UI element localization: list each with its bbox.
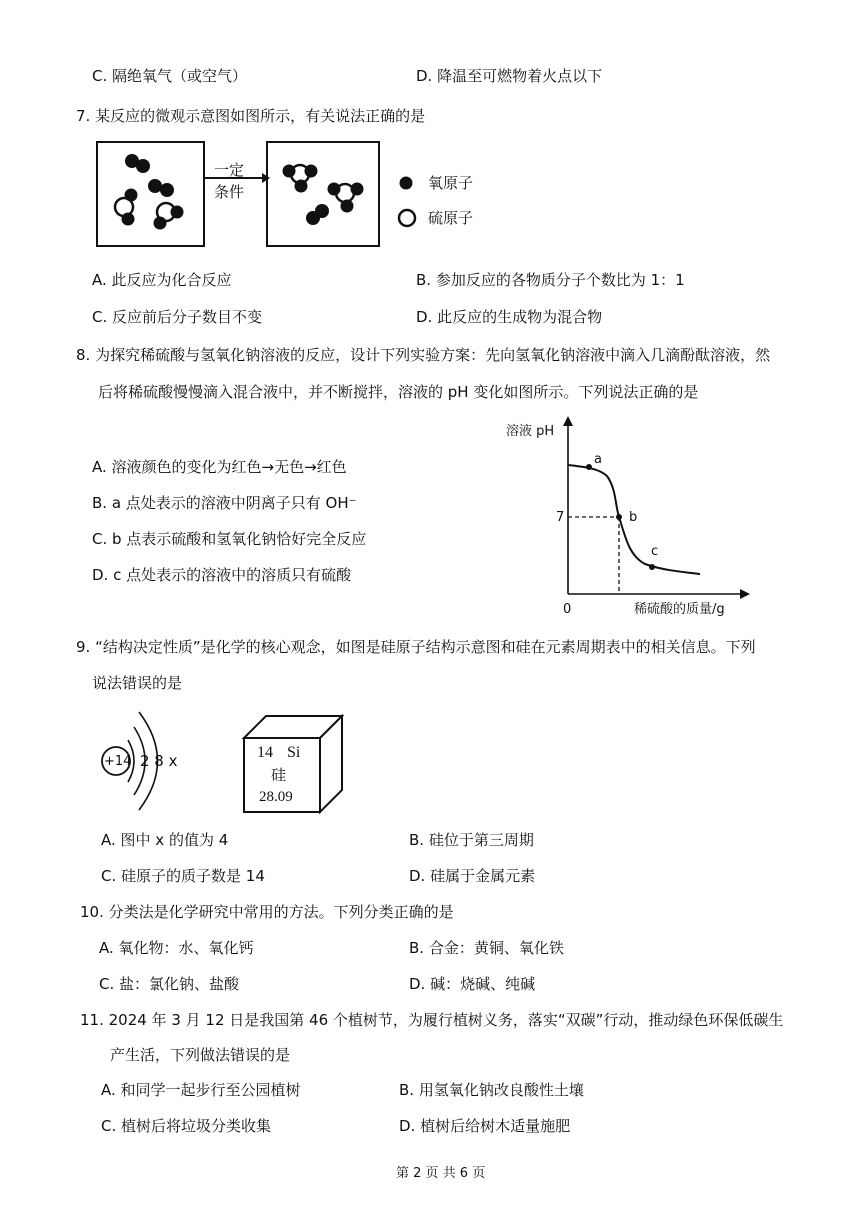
q11-stem-line1: 11. 2024 年 3 月 12 日是我国第 46 个植树节，为履行植树义务，落实“双碳”行动，推动绿色环保低碳生 xyxy=(80,1011,784,1029)
q8-option-c: C. b 点表示硫酸和氢氧化钠恰好完全反应 xyxy=(92,530,367,548)
graph-point-a-label: a xyxy=(594,452,602,467)
legend-sulfur-label: 硫原子 xyxy=(428,209,474,227)
q8-stem-line2: 后将稀硫酸慢慢滴入混合液中，并不断搅拌，溶液的 pH 变化如图所示。下列说法正确的是 xyxy=(98,383,699,401)
graph-point-c-label: c xyxy=(651,544,659,559)
graph-x-label: 稀硫酸的质量/g xyxy=(634,602,725,617)
q9-option-d: D. 硅属于金属元素 xyxy=(409,867,536,885)
graph-tick-7: 7 xyxy=(556,510,565,525)
q7-stem: 7. 某反应的微观示意图如图所示，有关说法正确的是 xyxy=(76,107,426,125)
q7-option-c: C. 反应前后分子数目不变 xyxy=(92,308,263,326)
q9-option-b: B. 硅位于第三周期 xyxy=(409,831,534,849)
q7-option-b: B. 参加反应的各物质分子个数比为 1：1 xyxy=(416,271,685,289)
arrow-condition-2: 条件 xyxy=(214,183,245,201)
element-mass: 28.09 xyxy=(259,789,293,805)
q8-option-a: A. 溶液颜色的变化为红色→无色→红色 xyxy=(92,458,347,476)
graph-y-label: 溶液 pH xyxy=(506,424,555,439)
element-name: 硅 xyxy=(271,766,287,784)
q10-option-c: C. 盐：氯化钠、盐酸 xyxy=(99,975,240,993)
q7-option-a: A. 此反应为化合反应 xyxy=(92,271,232,289)
q7-option-d: D. 此反应的生成物为混合物 xyxy=(416,308,603,326)
nucleus-charge: +14 xyxy=(104,754,132,769)
q8-option-d: D. c 点处表示的溶液中的溶质只有硫酸 xyxy=(92,566,352,584)
graph-origin: 0 xyxy=(563,602,572,617)
element-symbol: Si xyxy=(287,744,301,761)
q9-option-c: C. 硅原子的质子数是 14 xyxy=(101,867,265,885)
q9-stem-line1: 9. “结构决定性质”是化学的核心观念，如图是硅原子结构示意图和硅在元素周期表中的相关信息。下列 xyxy=(76,638,756,656)
q10-option-b: B. 合金：黄铜、氧化铁 xyxy=(409,939,564,957)
q10-option-a: A. 氧化物：水、氧化钙 xyxy=(99,939,254,957)
q11-option-b: B. 用氢氧化钠改良酸性土壤 xyxy=(399,1081,584,1099)
q11-option-c: C. 植树后将垃圾分类收集 xyxy=(101,1117,272,1135)
electron-shells: 2 8 x xyxy=(140,752,178,770)
graph-point-b-label: b xyxy=(629,510,638,525)
q9-option-a: A. 图中 x 的值为 4 xyxy=(101,831,229,849)
q11-option-a: A. 和同学一起步行至公园植树 xyxy=(101,1081,301,1099)
element-atomic-number: 14 xyxy=(257,744,273,761)
q6-option-c: C. 隔绝氧气（或空气） xyxy=(92,67,248,85)
q11-option-d: D. 植树后给树木适量施肥 xyxy=(399,1117,571,1135)
page-footer: 第 2 页 共 6 页 xyxy=(396,1166,486,1181)
q6-option-d: D. 降温至可燃物着火点以下 xyxy=(416,67,603,85)
q8-stem-line1: 8. 为探究稀硫酸与氢氧化钠溶液的反应，设计下列实验方案：先向氢氧化钠溶液中滴入几滴酚酞溶液，然 xyxy=(76,346,771,364)
q10-option-d: D. 碱：烧碱、纯碱 xyxy=(409,975,536,993)
arrow-condition-1: 一定 xyxy=(214,161,245,179)
legend-oxygen-label: 氧原子 xyxy=(428,174,474,192)
q11-stem-line2: 产生活，下列做法错误的是 xyxy=(110,1046,291,1064)
q9-stem-line2: 说法错误的是 xyxy=(92,674,183,692)
q8-option-b: B. a 点处表示的溶液中阴离子只有 OH⁻ xyxy=(92,494,357,512)
q10-stem: 10. 分类法是化学研究中常用的方法。下列分类正确的是 xyxy=(80,903,454,921)
